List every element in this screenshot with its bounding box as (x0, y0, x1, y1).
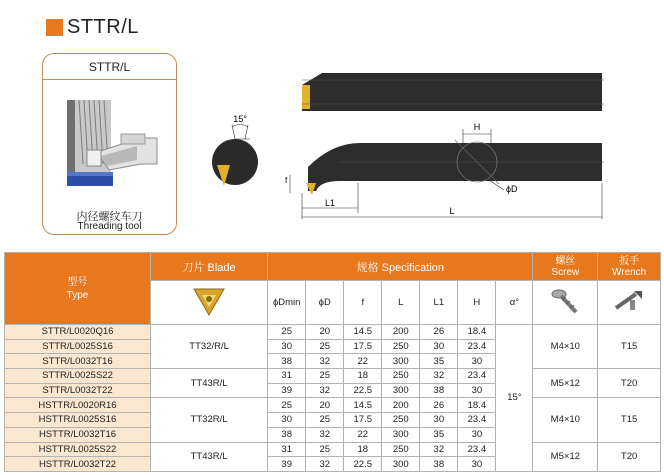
header-wrench: 扳手 Wrench (598, 253, 661, 281)
tool-card (42, 53, 177, 235)
table-row: STTR/L0020Q16 TT32/R/L 25 20 14.5 200 26 18.4 15° M4×10 T15 (5, 325, 661, 340)
label-l: L (449, 206, 455, 216)
page-title: STTR/L (67, 16, 139, 38)
col-f: f (344, 281, 382, 325)
table-row: HSTTR/L0032T16 38 32 22 300 35 30 (5, 427, 661, 442)
col-dmin: ϕDmin (268, 281, 306, 325)
label-d: ϕD (506, 184, 518, 194)
table-row: HSTTR/L0020R16 TT32R/L 25 20 14.5 200 26 18.4 M4×10 T15 (5, 398, 661, 413)
screw-icon (533, 281, 598, 325)
specification-table (4, 252, 661, 472)
card-title: STTR/L (43, 54, 176, 80)
blade-icon (150, 281, 267, 325)
label-f: f (285, 176, 288, 185)
table-row: STTR/L0032T22 39 32 22.5 300 38 30 (5, 383, 661, 398)
col-alpha: α° (496, 281, 533, 325)
angle-label: 15° (233, 114, 247, 124)
label-h: H (473, 122, 481, 132)
col-l1: L1 (420, 281, 458, 325)
table-row: STTR/L0025S16 30 25 17.5 250 30 23.4 (5, 339, 661, 354)
header-blade: 刀片 Blade (150, 253, 267, 281)
table-row: HSTTR/L0032T22 39 32 22.5 300 38 30 (5, 457, 661, 472)
header-type: 型号 Type (5, 253, 151, 325)
col-l: L (382, 281, 420, 325)
page-header (46, 16, 139, 39)
technical-drawing (190, 55, 610, 235)
top-view (302, 73, 604, 111)
side-view (285, 122, 604, 219)
col-d: ϕD (306, 281, 344, 325)
table-row: STTR/L0025S22 TT43R/L 31 25 18 250 32 23.4 M5×12 T20 (5, 369, 661, 384)
col-h: H (458, 281, 496, 325)
table-row: HSTTR/L0025S22 TT43R/L 31 25 18 250 32 23.4 M5×12 T20 (5, 442, 661, 457)
caption-english: Threading tool (77, 221, 142, 232)
label-l1: L1 (324, 198, 336, 208)
header-specification: 规格 Specification (268, 253, 533, 281)
caption-chinese: 内径螺纹车刀 (76, 211, 143, 223)
end-view (212, 114, 258, 186)
table-row: HSTTR/L0025S16 30 25 17.5 250 30 23.4 (5, 413, 661, 428)
threading-tool-photo (61, 94, 161, 202)
orange-square-icon (46, 19, 63, 36)
wrench-icon (598, 281, 661, 325)
header-screw: 螺丝 Screw (533, 253, 598, 281)
table-row: STTR/L0032T16 38 32 22 300 35 30 (5, 354, 661, 369)
alpha-value: 15° (496, 325, 533, 472)
